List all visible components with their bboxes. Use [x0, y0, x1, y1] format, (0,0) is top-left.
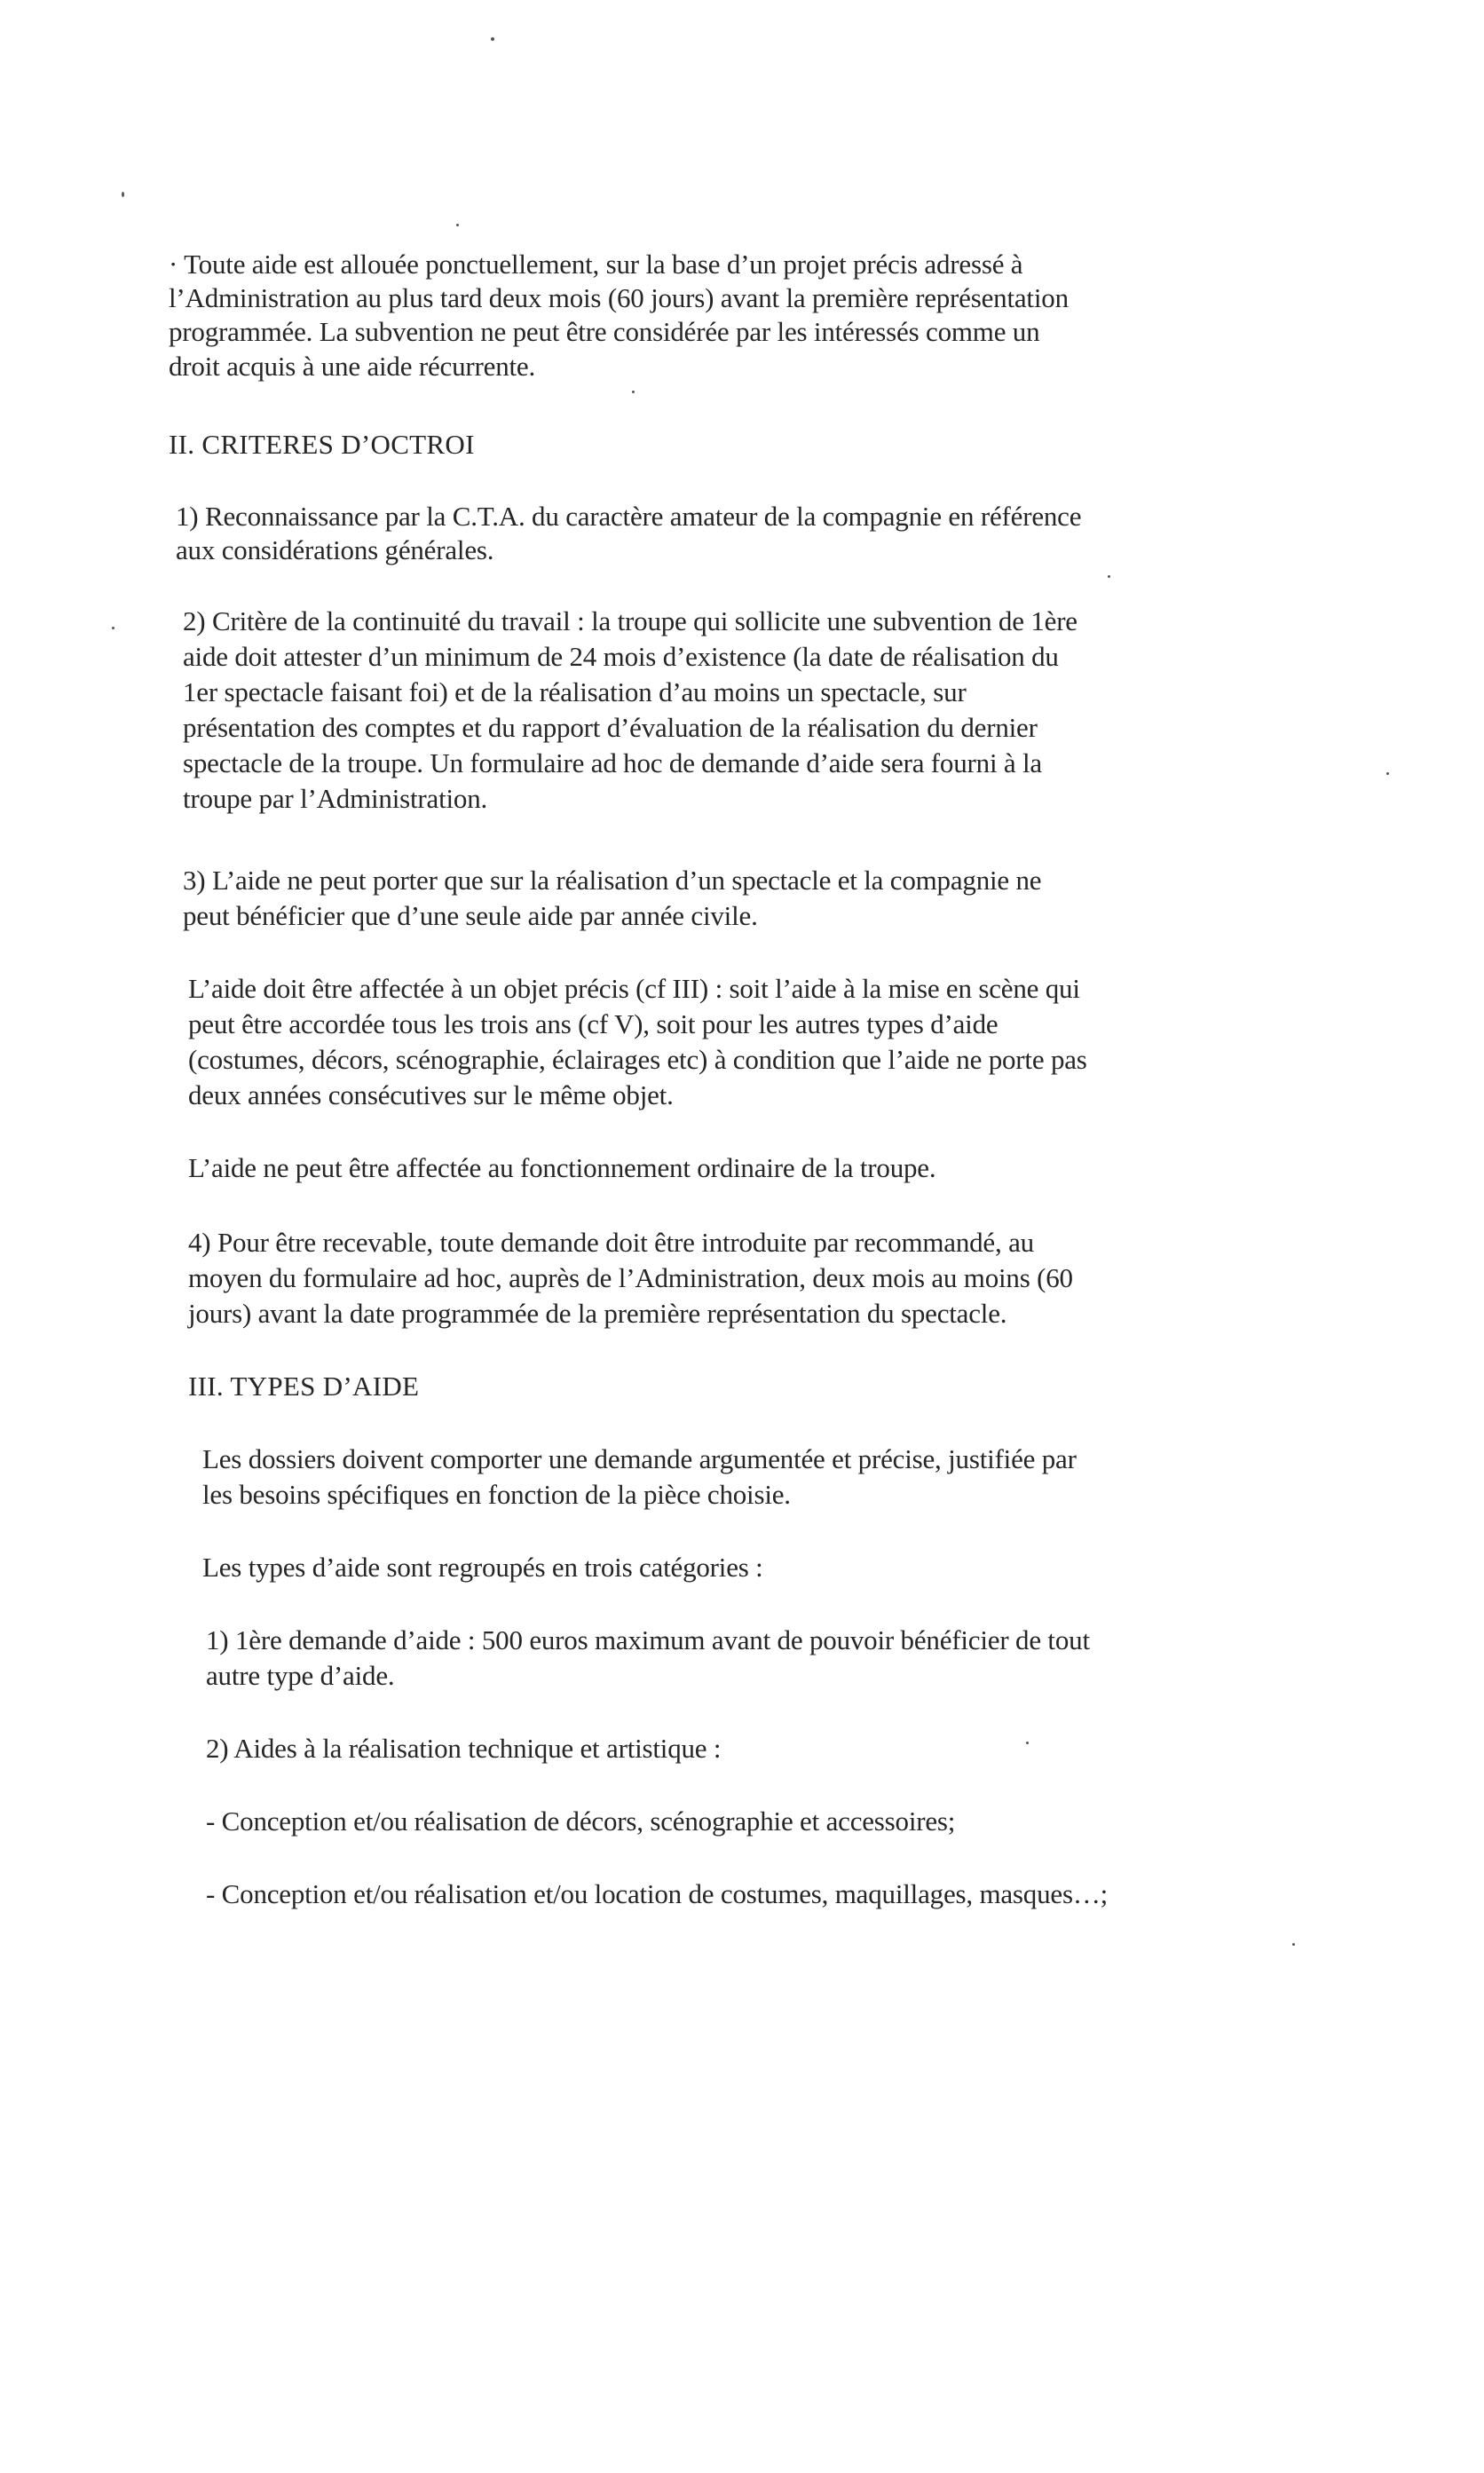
criterion4-line: jours) avant la date programmée de la première représentation du spectacle.: [188, 1298, 1007, 1329]
intro-line: programmée. La subvention ne peut être considérée par les intéressés comme un: [169, 316, 1040, 347]
criterion4-line: moyen du formulaire ad hoc, auprès de l’Administration, deux mois au moins (60: [188, 1262, 1073, 1293]
types-intro-line: les besoins spécifiques en fonction de la pièce choisie.: [202, 1479, 791, 1510]
intro-line: · Toute aide est allouée ponctuellement, sur la base d’un projet précis adressé à: [169, 249, 1023, 280]
intro-line: droit acquis à une aide récurrente.: [169, 351, 536, 382]
type1-line: autre type d’aide.: [206, 1660, 395, 1691]
type2-item-line: - Conception et/ou réalisation de décors, scénographie et accessoires;: [206, 1805, 956, 1837]
type2-item-line: - Conception et/ou réalisation et/ou location de costumes, maquillages, masques…;: [206, 1878, 1109, 1909]
scan-speck: [491, 37, 494, 41]
section-heading-criteres: II. CRITERES D’OCTROI: [169, 429, 475, 460]
scan-speck: [112, 627, 114, 629]
scan-speck: [1108, 575, 1110, 578]
criterion2-line: présentation des comptes et du rapport d’évaluation de la réalisation du dernier: [183, 712, 1038, 743]
criterion2-line: spectacle de la troupe. Un formulaire ad hoc de demande d’aide sera fourni à la: [183, 747, 1042, 778]
criterion3-object-line: deux années consécutives sur le même objet.: [188, 1079, 674, 1110]
scan-speck: [122, 192, 124, 197]
scan-speck: [1292, 1943, 1295, 1946]
scan-speck: [456, 224, 459, 226]
criterion3-line: 3) L’aide ne peut porter que sur la réalisation d’un spectacle et la compagnie ne: [183, 865, 1042, 896]
scan-speck: [1026, 1742, 1029, 1744]
criterion1-line: aux considérations générales.: [176, 534, 494, 565]
scan-speck: [1386, 772, 1389, 775]
criterion2-line: 2) Critère de la continuité du travail : la troupe qui sollicite une subvention de 1ère: [183, 605, 1077, 636]
types-intro-line: Les dossiers doivent comporter une demande argumentée et précise, justifiée par: [202, 1443, 1077, 1474]
criterion1-line: 1) Reconnaissance par la C.T.A. du caractère amateur de la compagnie en référence: [176, 501, 1082, 532]
criterion2-line: troupe par l’Administration.: [183, 783, 488, 814]
criterion3-object-line: peut être accordée tous les trois ans (cf V), soit pour les autres types d’aide: [188, 1008, 999, 1039]
type1-line: 1) 1ère demande d’aide : 500 euros maximum avant de pouvoir bénéficier de tout: [206, 1624, 1090, 1655]
section-heading-types: III. TYPES D’AIDE: [188, 1371, 420, 1402]
scan-speck: [632, 391, 635, 393]
criterion2-line: 1er spectacle faisant foi) et de la réalisation d’au moins un spectacle, sur: [183, 676, 967, 707]
criterion4-line: 4) Pour être recevable, toute demande doit être introduite par recommandé, au: [188, 1227, 1034, 1258]
intro-line: l’Administration au plus tard deux mois (60 jours) avant la première représentation: [169, 282, 1069, 313]
type2-line: 2) Aides à la réalisation technique et artistique :: [206, 1733, 722, 1764]
criterion3-operation-line: L’aide ne peut être affectée au fonctionnement ordinaire de la troupe.: [188, 1152, 936, 1183]
criterion2-line: aide doit attester d’un minimum de 24 mois d’existence (la date de réalisation du: [183, 641, 1059, 672]
criterion3-object-line: (costumes, décors, scénographie, éclairages etc) à condition que l’aide ne porte pas: [188, 1044, 1087, 1075]
types-categories-line: Les types d’aide sont regroupés en trois catégories :: [202, 1552, 763, 1583]
criterion3-object-line: L’aide doit être affectée à un objet précis (cf III) : soit l’aide à la mise en scène qui: [188, 973, 1080, 1004]
criterion3-line: peut bénéficier que d’une seule aide par année civile.: [183, 900, 758, 931]
